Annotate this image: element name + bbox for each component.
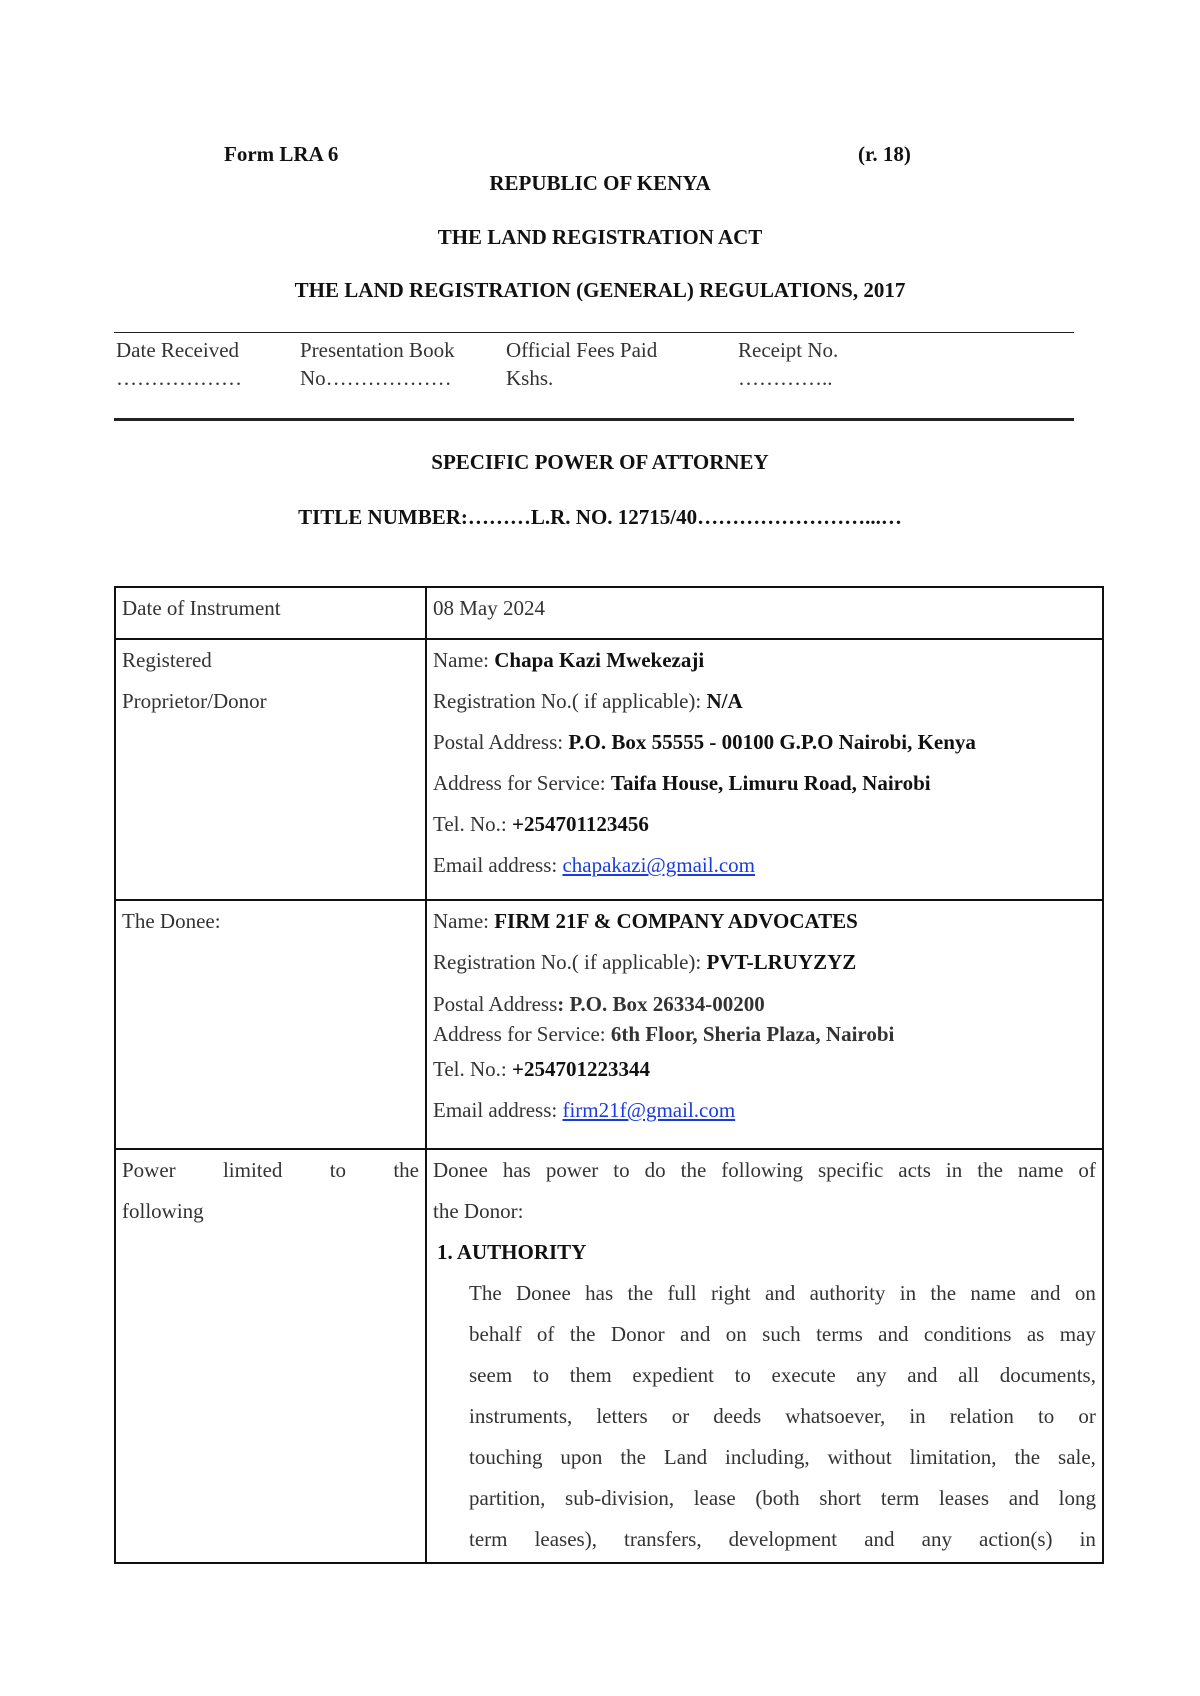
authority-word: term [880, 1486, 920, 1510]
receipt-number-blank: ………….. [738, 366, 833, 390]
donor-label-line-2: Proprietor/Donor [122, 689, 267, 713]
title-number: TITLE NUMBER:………L.R. NO. 12715/40……………………...… [298, 505, 902, 529]
authority-body [433, 1273, 1096, 1560]
authority-word: term [469, 1527, 508, 1551]
donor-name: Chapa Kazi Mwekezaji [494, 648, 705, 672]
donor-label-cell [115, 639, 426, 900]
power-label-word: limited [222, 1158, 283, 1182]
authority-word: the [569, 1322, 596, 1346]
authority-word: execute [771, 1363, 836, 1387]
donor-tel-line [433, 804, 1096, 845]
authority-word: to [532, 1363, 550, 1387]
power-intro-line-1 [433, 1150, 1096, 1191]
authority-word: seem [469, 1363, 513, 1387]
power-intro-word: Donee [433, 1158, 488, 1182]
power-intro-word: the [977, 1158, 1003, 1182]
donee-registration-label: Registration No.( if applicable): [433, 950, 707, 974]
power-intro-word: has [502, 1158, 531, 1182]
authority-word: action(s) [979, 1527, 1053, 1551]
power-intro-word: to [613, 1158, 630, 1182]
donor-registration-number: N/A [706, 689, 743, 713]
regulations-heading: THE LAND REGISTRATION (GENERAL) REGULATIONS, 2017 [294, 278, 906, 302]
official-fees-label: Official Fees Paid [506, 338, 658, 362]
authority-word: leases [938, 1486, 990, 1510]
power-intro-word: do [644, 1158, 666, 1182]
receipt-field [738, 336, 838, 392]
power-row [115, 1149, 1103, 1563]
authority-word: the [620, 1445, 646, 1469]
power-details-cell [426, 1149, 1103, 1563]
donee-name: FIRM 21F & COMPANY ADVOCATES [494, 909, 858, 933]
power-label-line-1 [122, 1150, 419, 1191]
power-intro-line-2: the Donor: [433, 1199, 524, 1223]
authority-word: and [680, 1322, 711, 1346]
donee-email-label: Email address: [433, 1098, 563, 1122]
power-label-word: Power [122, 1158, 176, 1182]
donor-email-label: Email address: [433, 853, 563, 877]
authority-word: may [1059, 1322, 1096, 1346]
form-number: Form LRA 6 [224, 142, 339, 166]
authority-word: limitation, [909, 1445, 997, 1469]
authority-body-line [469, 1314, 1096, 1355]
authority-body-line [469, 1519, 1096, 1560]
authority-word: the [627, 1281, 654, 1305]
authority-word: name [970, 1281, 1016, 1305]
authority-word: whatsoever, [785, 1404, 886, 1428]
power-intro-word: the [680, 1158, 707, 1182]
donee-row [115, 900, 1103, 1149]
authority-word: and [764, 1281, 796, 1305]
donee-postal-address: : P.O. Box 26334-00200 [557, 992, 765, 1016]
authority-word: Land [663, 1445, 708, 1469]
authority-word: long [1058, 1486, 1096, 1510]
power-intro-word: of [1078, 1158, 1096, 1182]
power-intro-word: following [721, 1158, 803, 1182]
power-intro-word: acts [898, 1158, 931, 1182]
donor-postal-address: P.O. Box 55555 - 00100 G.P.O Nairobi, Kenya [568, 730, 976, 754]
presentation-book-number: No……………… [300, 366, 452, 390]
authority-word: The [469, 1281, 502, 1305]
authority-word: partition, [469, 1486, 546, 1510]
authority-word: sale, [1058, 1445, 1096, 1469]
authority-word: Donor [610, 1322, 665, 1346]
donee-postal-label: Postal Address [433, 992, 558, 1016]
authority-word: and [907, 1363, 938, 1387]
act-heading: THE LAND REGISTRATION ACT [437, 225, 763, 249]
donee-service-line [433, 1019, 1096, 1049]
authority-word: without [827, 1445, 892, 1469]
authority-word: has [585, 1281, 614, 1305]
presentation-book-field [300, 336, 455, 392]
authority-word: and [1008, 1486, 1040, 1510]
donor-name-label: Name: [433, 648, 495, 672]
donee-tel-label: Tel. No.: [433, 1057, 513, 1081]
authority-word: and [878, 1322, 909, 1346]
date-received-field [116, 336, 242, 392]
authority-word: of [536, 1322, 555, 1346]
authority-word: the [1014, 1445, 1041, 1469]
authority-word: full [667, 1281, 697, 1305]
authority-word: any [921, 1527, 952, 1551]
donee-email-link[interactable]: firm21f@gmail.com [562, 1098, 736, 1122]
authority-word: and [864, 1527, 895, 1551]
authority-word: or [1078, 1404, 1096, 1428]
authority-word: terms [816, 1322, 863, 1346]
authority-word: short [819, 1486, 862, 1510]
official-fees-field [506, 336, 657, 392]
donee-registration-line [433, 942, 1096, 983]
date-received-label: Date Received [116, 338, 240, 362]
donor-details-cell [426, 639, 1103, 900]
authority-word: and [1030, 1281, 1061, 1305]
power-label-cell [115, 1149, 426, 1563]
authority-body-line [469, 1437, 1096, 1478]
authority-word: development [728, 1527, 838, 1551]
donee-postal-line [433, 989, 1096, 1019]
authority-word: including, [725, 1445, 810, 1469]
authority-word: lease [693, 1486, 736, 1510]
authority-word: (both [755, 1486, 800, 1510]
presentation-book-label: Presentation Book [300, 338, 455, 362]
authority-word: expedient [632, 1363, 714, 1387]
donor-postal-line [433, 722, 1096, 763]
power-label-word: the [393, 1158, 419, 1182]
receipt-label: Receipt No. [738, 338, 839, 362]
authority-word: documents, [999, 1363, 1096, 1387]
authority-word: the [930, 1281, 957, 1305]
date-row [115, 587, 1103, 639]
rule-reference: (r. 18) [858, 142, 911, 166]
power-label-word: to [329, 1158, 347, 1182]
authority-word: as [1026, 1322, 1045, 1346]
authority-word: Donee [515, 1281, 571, 1305]
authority-word: on [1074, 1281, 1096, 1305]
donee-tel-line [433, 1049, 1096, 1090]
authority-word: in [899, 1281, 917, 1305]
power-intro-word: power [545, 1158, 599, 1182]
date-of-instrument-label: Date of Instrument [122, 596, 281, 620]
donee-name-line [433, 901, 1096, 942]
donee-details-cell [426, 900, 1103, 1149]
donee-label: The Donee: [122, 909, 221, 933]
authority-word: them [569, 1363, 612, 1387]
authority-word: leases), [534, 1527, 597, 1551]
donor-tel-label: Tel. No.: [433, 812, 513, 836]
date-label-cell [115, 587, 426, 639]
authority-word: such [762, 1322, 801, 1346]
donee-name-label: Name: [433, 909, 495, 933]
donee-service-label: Address for Service: [433, 1022, 611, 1046]
authority-heading: 1. AUTHORITY [437, 1240, 587, 1264]
authority-word: conditions [923, 1322, 1012, 1346]
republic-heading: REPUBLIC OF KENYA [489, 171, 711, 195]
authority-word: right [710, 1281, 751, 1305]
date-value-cell [426, 587, 1103, 639]
donee-service-address: 6th Floor, Sheria Plaza, Nairobi [610, 1022, 895, 1046]
authority-body-line [469, 1478, 1096, 1519]
date-received-blank: ……………… [116, 366, 242, 390]
fees-bottom-rule [114, 418, 1074, 421]
donor-name-line [433, 640, 1096, 681]
donor-registration-line [433, 681, 1096, 722]
authority-word: or [671, 1404, 690, 1428]
donor-label-line-1: Registered [122, 648, 212, 672]
donor-email-line [433, 845, 1096, 886]
authority-word: upon [560, 1445, 603, 1469]
donor-telephone: +254701123456 [512, 812, 649, 836]
authority-word: instruments, [469, 1404, 573, 1428]
date-of-instrument-value: 08 May 2024 [433, 596, 545, 620]
authority-body-line [469, 1396, 1096, 1437]
power-intro-word: in [945, 1158, 963, 1182]
authority-word: deeds [713, 1404, 762, 1428]
power-intro-word: name [1017, 1158, 1064, 1182]
donor-postal-label: Postal Address: [433, 730, 569, 754]
authority-word: authority [809, 1281, 886, 1305]
authority-word: to [734, 1363, 751, 1387]
authority-word: touching [469, 1445, 543, 1469]
donor-service-label: Address for Service: [433, 771, 611, 795]
donor-registration-label: Registration No.( if applicable): [433, 689, 707, 713]
donor-service-line [433, 763, 1096, 804]
authority-body-line [469, 1273, 1096, 1314]
donee-email-line [433, 1090, 1096, 1131]
official-fees-kshs: Kshs. [506, 366, 554, 390]
authority-body-line [469, 1355, 1096, 1396]
donor-email-link[interactable]: chapakazi@gmail.com [562, 853, 755, 877]
donor-row [115, 639, 1103, 900]
authority-word: transfers, [624, 1527, 702, 1551]
authority-word: in [909, 1404, 926, 1428]
donor-service-address: Taifa House, Limuru Road, Nairobi [610, 771, 931, 795]
donee-label-cell [115, 900, 426, 1149]
donee-registration-number: PVT-LRUYZYZ [706, 950, 857, 974]
document-title: SPECIFIC POWER OF ATTORNEY [431, 450, 769, 474]
power-intro-word: specific [817, 1158, 884, 1182]
authority-word: all [958, 1363, 980, 1387]
donee-telephone: +254701223344 [512, 1057, 650, 1081]
authority-word: letters [596, 1404, 648, 1428]
authority-word: sub-division, [565, 1486, 675, 1510]
power-label-line-2: following [122, 1199, 204, 1223]
authority-word: any [856, 1363, 887, 1387]
fees-top-rule [114, 332, 1074, 333]
authority-word: to [1037, 1404, 1055, 1428]
authority-word: behalf [469, 1322, 522, 1346]
instrument-table [114, 586, 1104, 1564]
authority-word: relation [949, 1404, 1014, 1428]
authority-word: in [1079, 1527, 1096, 1551]
authority-word: on [725, 1322, 747, 1346]
